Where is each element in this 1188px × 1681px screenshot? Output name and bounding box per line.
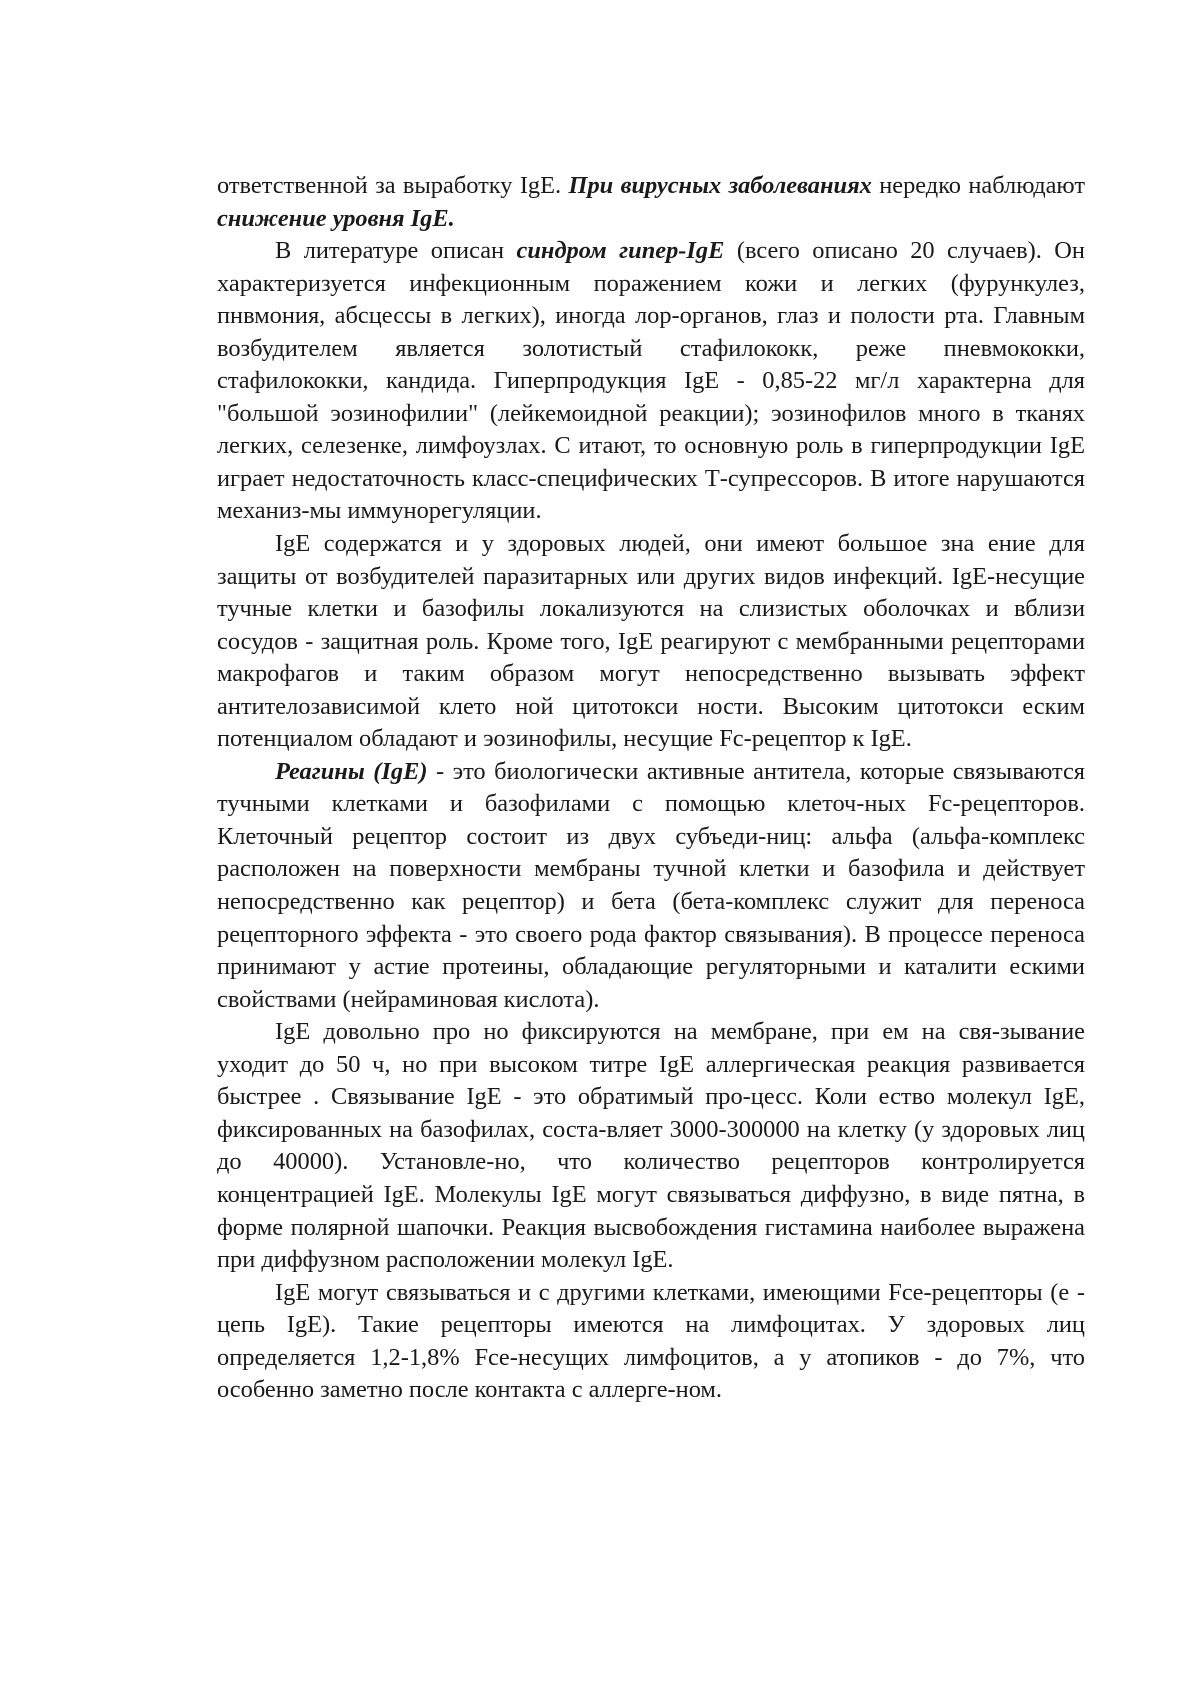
emphasis-reagins: Реагины (IgE) <box>275 757 428 785</box>
document-page <box>217 170 1085 1407</box>
paragraph-5-text: IgE довольно про но фиксируются на мембране, при ем на свя-зывание уходит до 50 ч, но при высоком титре IgE аллергическая реакция развивается быстрее . Связывание IgE - это обратимый про-цесс. Коли ество молекул IgE, фиксированных на базофилах, соста-вляет 3000-300000 на клетку (у здоровых лиц до 40000). Установле-но, что количество рецепторов контролируется концентрацией IgE. Молекулы IgE могут связываться диффузно, в виде пятна, в форме полярной шапочки. Реакция высвобождения гистамина наиболее выражена при диффузном расположении молекул IgE. <box>217 1018 1085 1274</box>
paragraph-1-text-2: нередко наблюдают <box>871 172 1085 199</box>
paragraph-2 <box>217 235 1085 528</box>
paragraph-4 <box>217 756 1085 1016</box>
paragraph-2-text-2: (всего описано 20 случаев). Он характеризуется инфекционным поражением кожи и легких (фурункулез, пнвмония, абсцессы в легких), иногда лор-органов, глаз и полости рта. Главным возбудителем является золотистый стафилококк, реже пневмококки, стафилококки, кандида. Гиперпродукция IgE - 0,85-22 мг/л характерна для "большой эозинофилии" (лейкемоидной реакции); эозинофилов много в тканях легких, селезенке, лимфоузлах. С итают, то основную роль в гиперпродукции IgE играет недостаточность класс-специфических Т-супрессоров. В итоге нарушаются механиз-мы иммунорегуляции. <box>217 237 1085 525</box>
paragraph-2-text: В литературе описан <box>275 237 517 265</box>
emphasis-viral-diseases: При вирусных заболеваниях <box>568 172 872 199</box>
paragraph-1-text: ответственной за выработку IgE. <box>217 172 569 199</box>
paragraph-6 <box>217 1277 1085 1407</box>
emphasis-hyper-ige-syndrome: синдром гипер-IgE <box>516 237 725 265</box>
paragraph-5 <box>217 1016 1085 1276</box>
paragraph-4-text: - это биологически активные антитела, которые связываются тучными клетками и базофилами с помощью клеточ-ных Fc-рецепторов. Клеточный рецептор состоит из двух субъеди-ниц: альфа (альфа-комплекс расположен на поверхности мембраны тучной клетки и базофила и действует непосредственно как рецептор) и бета (бета-комплекс служит для переноса рецепторного эффекта - это своего рода фактор связывания). В процессе переноса принимают у астие протеины, обладающие регуляторными и каталити ескими свойствами (нейраминовая кислота). <box>217 757 1085 1013</box>
paragraph-3-text: IgE содержатся и у здоровых людей, они имеют большое зна ение для защиты от возбудителей паразитарных или других видов инфекций. IgE-несущие тучные клетки и базофилы локализуются на слизистых оболочках и вблизи сосудов - защитная роль. Кроме того, IgE реагируют с мембранными рецепторами макрофагов и таким образом могут непосредственно вызывать эффект антителозависимой клето ной цитотокси ности. Высоким цитотокси еским потенциалом обладают и эозинофилы, несущие Fc-рецептор к IgE. <box>217 530 1085 753</box>
paragraph-1 <box>217 170 1085 235</box>
paragraph-3 <box>217 528 1085 756</box>
paragraph-6-text: IgE могут связываться и с другими клетками, имеющими Fce-рецепторы (е - цепь IgE). Такие рецепторы имеются на лимфоцитах. У здоровых лиц определяется 1,2-1,8% Fce-несущих лимфоцитов, а у атопиков - до 7%, что особенно заметно после контакта с аллерге-ном. <box>217 1278 1085 1404</box>
emphasis-ige-decrease: снижение уровня IgE. <box>217 204 455 232</box>
